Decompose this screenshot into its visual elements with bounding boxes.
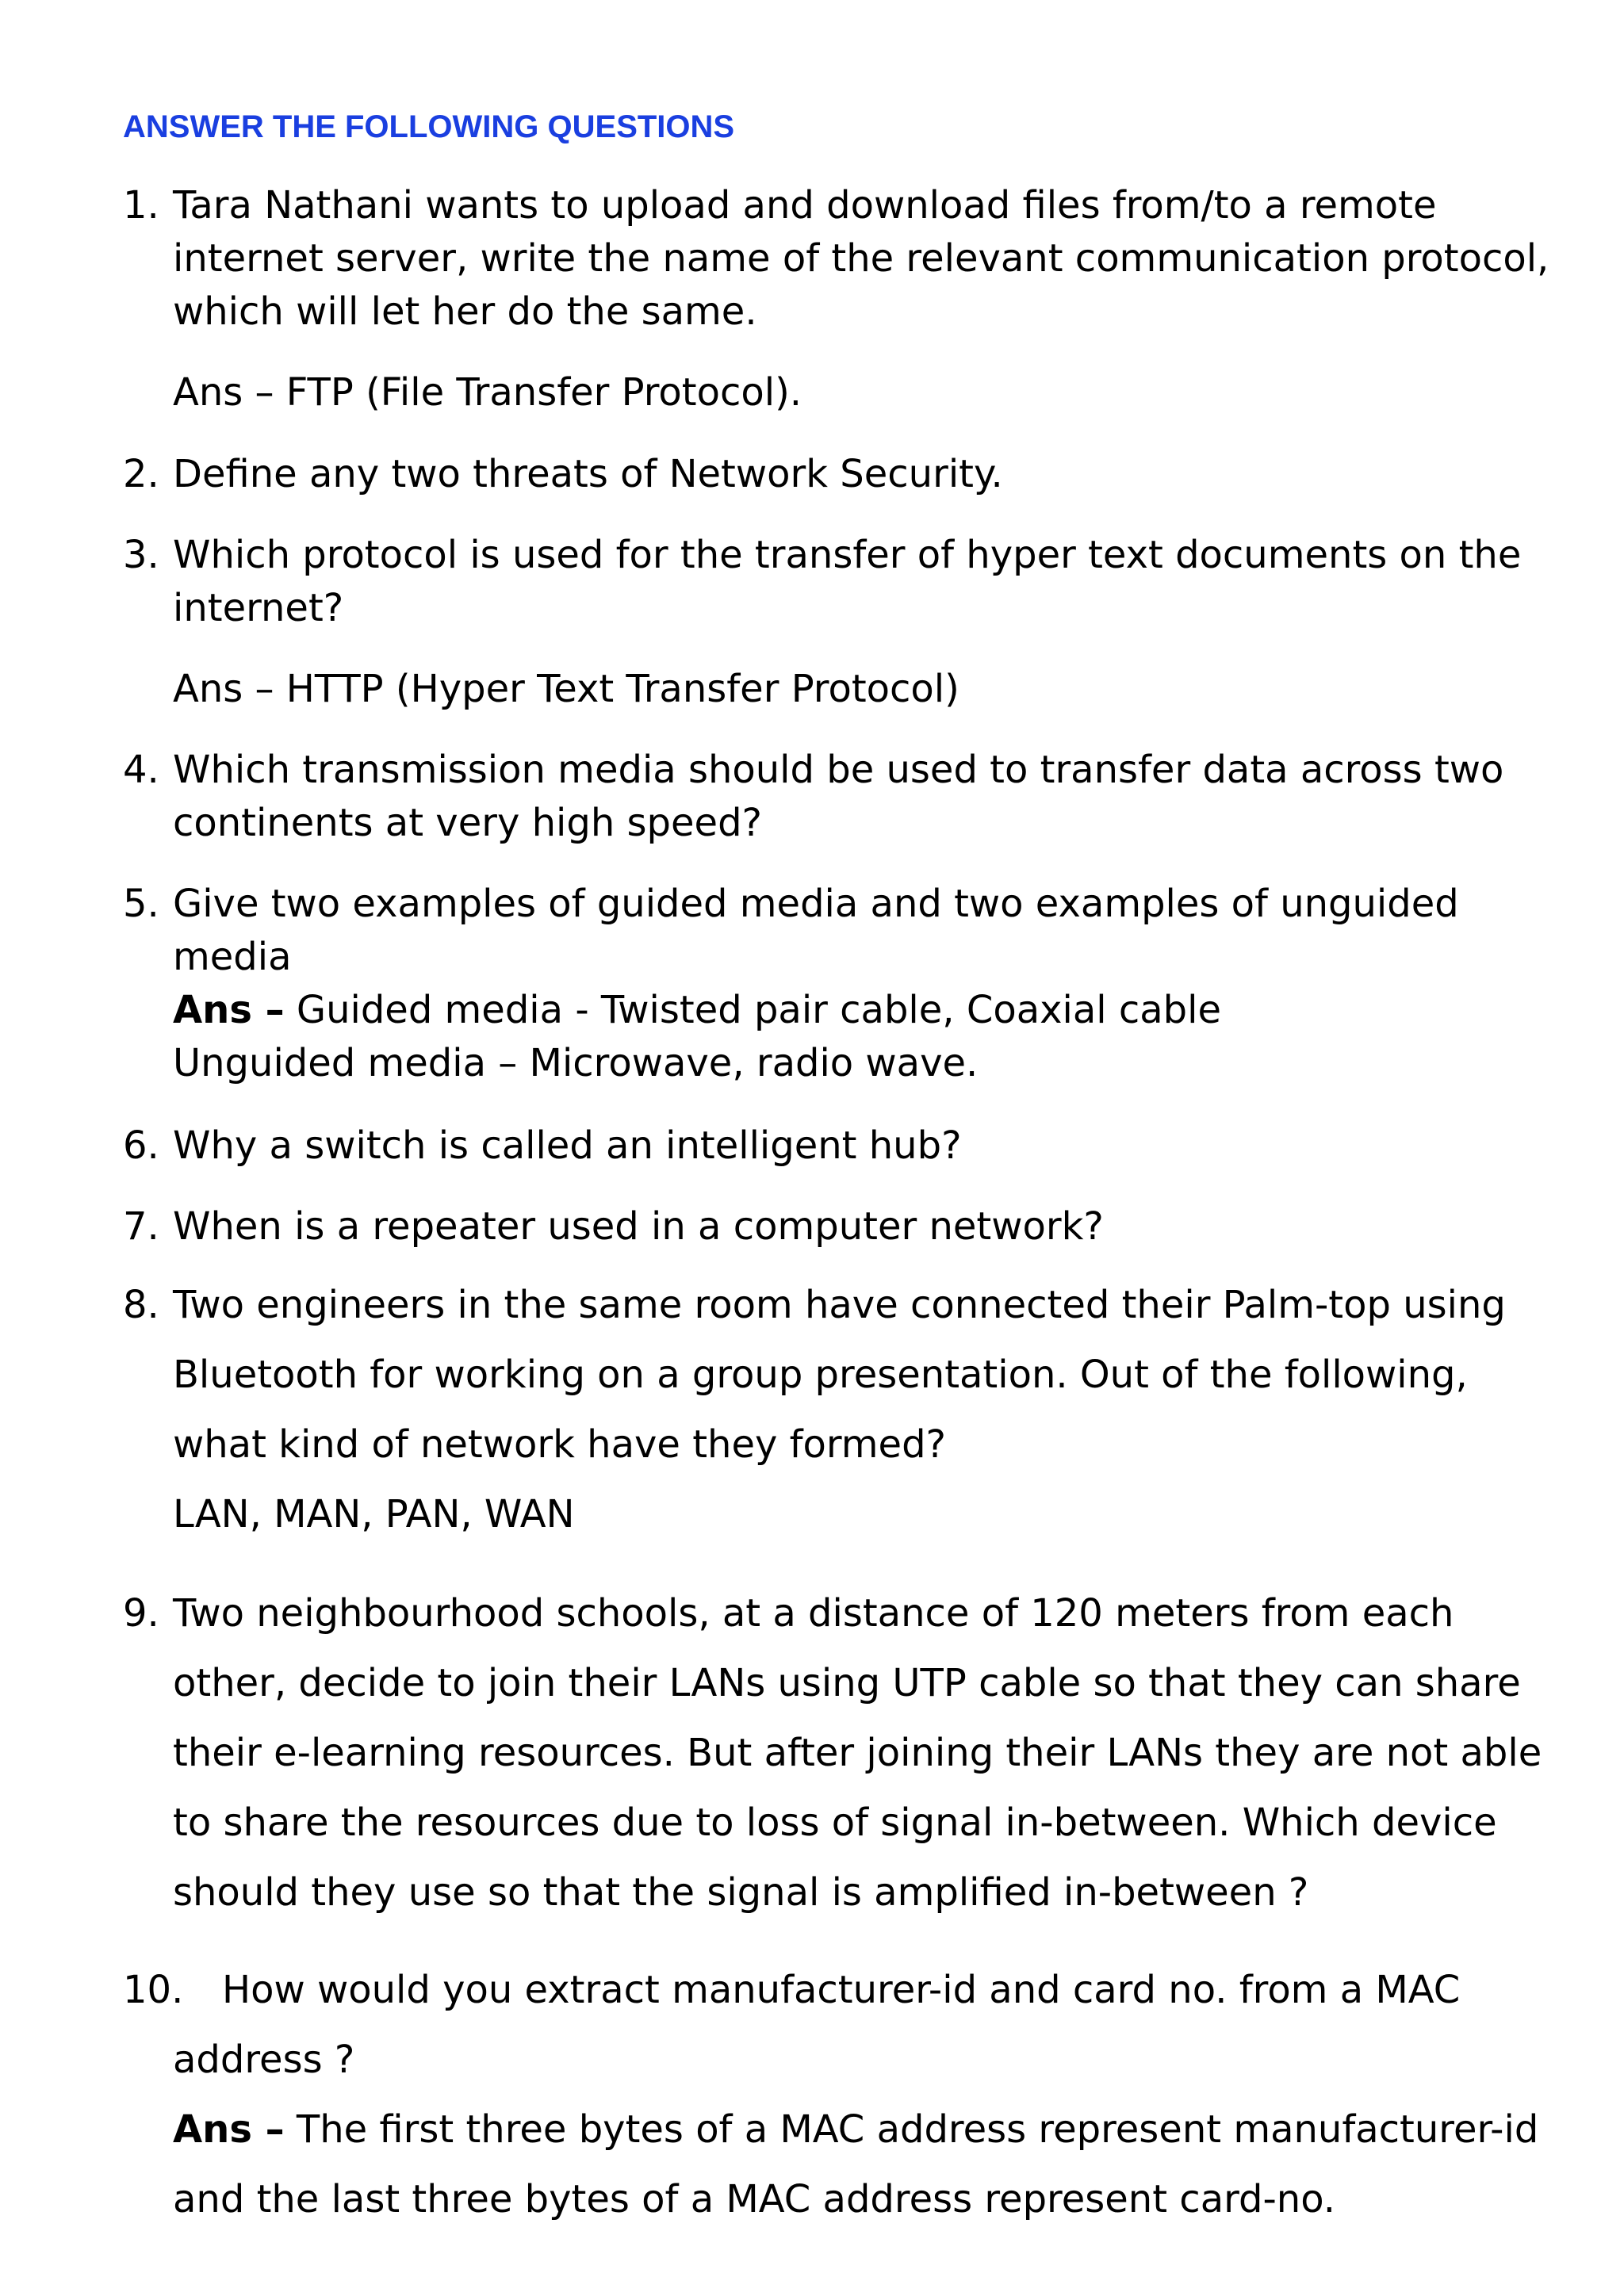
question-number: 3.	[123, 533, 159, 577]
answer-text: The first three bytes of a MAC address represent manufacturer-id	[284, 2107, 1539, 2152]
answer-text: Guided media - Twisted pair cable, Coaxial cable	[284, 988, 1221, 1032]
question-text: media	[173, 935, 292, 979]
question-text: address ?	[173, 2038, 355, 2082]
question-number: 5.	[123, 882, 159, 926]
question-3	[123, 529, 1598, 716]
question-number: 9.	[123, 1591, 159, 1636]
question-7	[123, 1200, 1598, 1253]
question-body	[173, 1119, 1598, 1173]
question-text: When is a repeater used in a computer network?	[173, 1204, 1104, 1249]
question-2	[123, 448, 1598, 501]
question-text: Bluetooth for working on a group presentation. Out of the following,	[173, 1353, 1468, 1397]
question-text: Which transmission media should be used to transfer data across two	[173, 748, 1504, 792]
question-text: to share the resources due to loss of signal in-between. Which device	[173, 1800, 1497, 1845]
question-text: Give two examples of guided media and two examples of unguided	[173, 882, 1459, 926]
question-body	[173, 1200, 1598, 1253]
question-text: internet?	[173, 586, 344, 630]
question-4	[123, 744, 1598, 850]
question-number: 7.	[123, 1204, 159, 1249]
question-text: Two neighbourhood schools, at a distance of 120 meters from each	[173, 1591, 1454, 1636]
question-number: 4.	[123, 748, 159, 792]
question-number: 10.	[123, 1968, 184, 2012]
question-body	[173, 179, 1598, 419]
question-text: other, decide to join their LANs using UTP cable so that they can share	[173, 1661, 1521, 1705]
question-number: 1.	[123, 183, 159, 228]
answer-line	[173, 2095, 1598, 2164]
question-text: Define any two threats of Network Security.	[173, 452, 1003, 496]
question-options: LAN, MAN, PAN, WAN	[173, 1492, 575, 1536]
answer-label: Ans –	[173, 2107, 285, 2152]
question-text: Tara Nathani wants to upload and download files from/to a remote	[173, 183, 1437, 228]
question-text: internet server, write the name of the relevant communication protocol,	[173, 236, 1549, 281]
answer-text: Ans – FTP (File Transfer Protocol).	[173, 370, 802, 415]
question-5	[123, 878, 1598, 1090]
question-text: which will let her do the same.	[173, 289, 757, 334]
question-number: 6.	[123, 1123, 159, 1168]
answer-line	[173, 984, 1598, 1037]
question-body	[173, 1270, 1598, 1549]
question-text: their e-learning resources. But after joining their LANs they are not able	[173, 1731, 1542, 1775]
question-body	[173, 1578, 1598, 1927]
page-heading: ANSWER THE FOLLOWING QUESTIONS	[123, 109, 735, 144]
question-number: 8.	[123, 1283, 159, 1327]
question-9	[123, 1578, 1598, 1927]
question-8	[123, 1270, 1598, 1549]
question-body	[173, 744, 1598, 850]
answer-label: Ans –	[173, 988, 285, 1032]
question-1	[123, 179, 1598, 419]
question-text: should they use so that the signal is amplified in-between ?	[173, 1870, 1309, 1915]
question-body	[173, 1955, 1598, 2234]
question-text: what kind of network have they formed?	[173, 1422, 947, 1467]
question-body	[173, 529, 1598, 716]
question-6	[123, 1119, 1598, 1173]
question-text: Two engineers in the same room have connected their Palm-top using	[173, 1283, 1506, 1327]
answer-text: Ans – HTTP (Hyper Text Transfer Protocol)	[173, 667, 959, 711]
question-text: continents at very high speed?	[173, 801, 763, 845]
question-number: 2.	[123, 452, 159, 496]
answer-text: Unguided media – Microwave, radio wave.	[173, 1041, 979, 1085]
question-body	[173, 448, 1598, 501]
question-text: Which protocol is used for the transfer of hyper text documents on the	[173, 533, 1522, 577]
question-body	[173, 878, 1598, 1090]
question-text: Why a switch is called an intelligent hub?	[173, 1123, 962, 1168]
question-10	[123, 1955, 1598, 2234]
answer-text: and the last three bytes of a MAC address represent card-no.	[173, 2177, 1335, 2221]
question-text: How would you extract manufacturer-id and card no. from a MAC	[222, 1968, 1461, 2012]
